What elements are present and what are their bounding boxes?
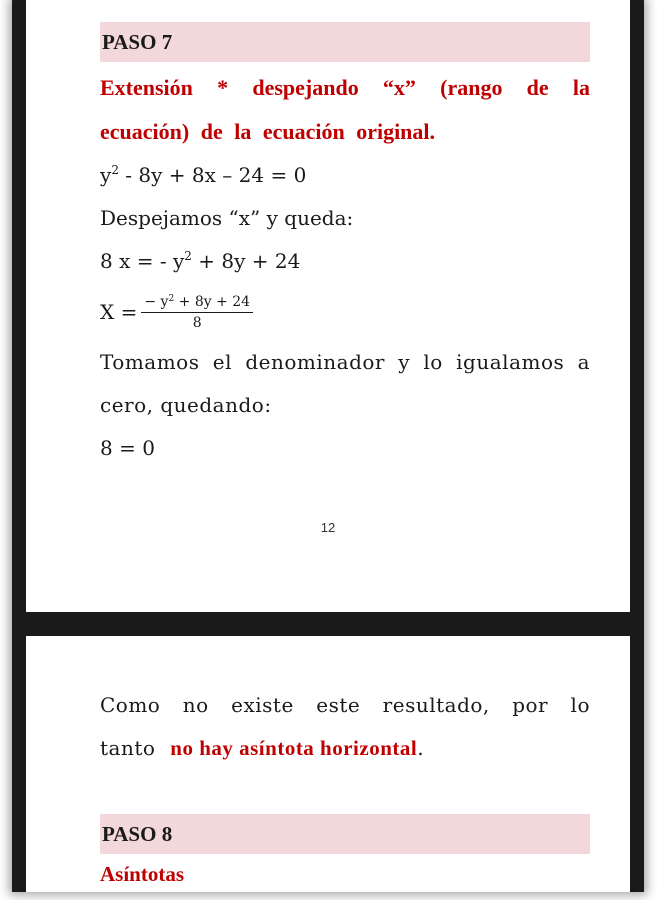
- step-8-title: PASO 8: [100, 814, 590, 854]
- document-page-13: [26, 636, 630, 892]
- asymptotes-heading: Asíntotas: [100, 862, 185, 886]
- denominator-text: Tomamos el denominador y lo igualamos a cero, quedando:: [100, 350, 590, 417]
- fraction: [141, 294, 253, 331]
- page-number: 12: [320, 520, 336, 535]
- fraction-numerator: − $y^2 + 8y + 24$: [141, 294, 253, 313]
- document-page-12: [26, 0, 630, 612]
- document-viewer: [12, 0, 644, 892]
- rearranged-equation: 8 x = - $y^2 + 8y + 24$: [100, 249, 301, 273]
- solve-for-x-text: Despejamos “x” y queda:: [100, 206, 354, 230]
- conclusion-text: Como no existe este resultado, por lo tanto no hay asíntota horizontal.: [100, 693, 590, 760]
- denominator-equation: 8 = 0: [100, 436, 155, 460]
- no-horizontal-asymptote-text: no hay asíntota horizontal: [170, 736, 418, 760]
- original-equation: $y^2 - 8y + 8x - 24 = 0$: [100, 163, 307, 187]
- page-content: [100, 22, 590, 470]
- fraction-equation: [100, 283, 590, 341]
- extension-heading: Extensión * despejando “x” (rango de la ecuación) de la ecuación original.: [100, 75, 590, 144]
- page-content: [100, 684, 590, 892]
- fraction-lhs: X =: [100, 300, 138, 324]
- step-7-title: PASO 7: [100, 22, 590, 62]
- fraction-denominator: 8: [192, 314, 202, 331]
